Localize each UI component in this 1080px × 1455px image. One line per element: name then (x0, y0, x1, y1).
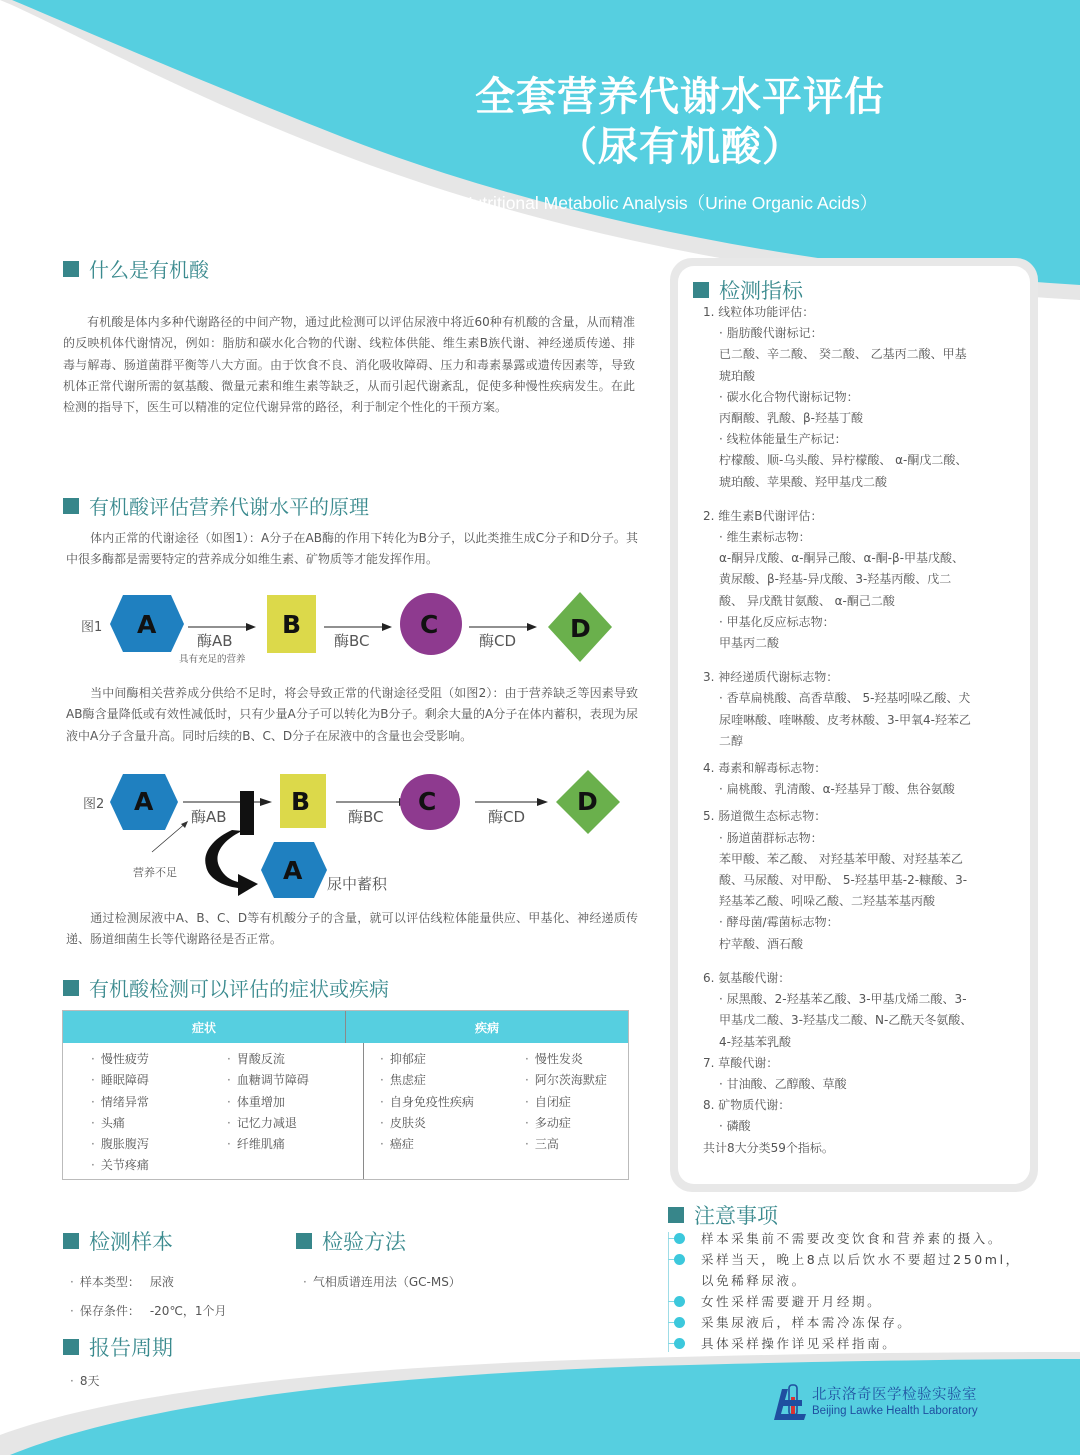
heading-text: 检测指标 (719, 279, 803, 303)
node-c: C (418, 787, 437, 816)
note-item (668, 1333, 1068, 1354)
indicator-values: 柠苹酸、酒石酸 (719, 936, 804, 951)
note-item (668, 1270, 1068, 1291)
indicator-subcategory: · 酵母菌/霉菌标志物： (719, 915, 839, 930)
section-heading-notes (668, 1200, 778, 1230)
list-item: · 关节疼痛 (91, 1158, 149, 1173)
list-item: · 自闭症 (525, 1094, 571, 1109)
list-item: · 多动症 (525, 1115, 571, 1130)
indicator-values: 4-羟基苯乳酸 (719, 1034, 791, 1049)
enzyme-ab-label: 酶AB (191, 808, 227, 826)
accumulated-node-a: A (283, 856, 303, 885)
indicator-subcategory: · 甘油酸、乙醇酸、草酸 (719, 1076, 847, 1091)
list-item: · 阿尔茨海默症 (525, 1073, 607, 1088)
heading-text: 有机酸评估营养代谢水平的原理 (89, 495, 369, 519)
indicator-category: 2. 维生素B代谢评估： (703, 508, 823, 523)
column-header-diseases: 疾病 (474, 1020, 499, 1035)
indicator-subcategory: · 脂肪酸代谢标记： (719, 326, 823, 341)
lab-name-en: Beijing Lawke Health Laboratory (812, 1404, 978, 1417)
enzyme-ab-label: 酶AB (197, 632, 233, 650)
indicator-values: 甲基丙二酸 (719, 636, 780, 651)
title-line-1: 全套营养代谢水平评估 (475, 74, 885, 120)
method-value: · 气相质谱连用法（GC-MS） (303, 1275, 461, 1289)
heading-square-icon (63, 1339, 79, 1355)
principle-paragraph-1 (66, 528, 638, 571)
conditions-table (62, 1010, 629, 1180)
heading-text: 什么是有机酸 (89, 258, 209, 282)
indicator-subcategory: · 磷酸 (719, 1119, 751, 1134)
indicator-values: 琥珀酸 (719, 368, 756, 383)
node-a: A (137, 610, 157, 639)
bullet-dot-icon (674, 1254, 685, 1265)
section-heading-report (63, 1332, 173, 1362)
enzyme-cd-label: 酶CD (479, 632, 517, 650)
what-is-paragraph (63, 312, 635, 418)
spacer (703, 654, 1023, 667)
indicator-category: 8. 矿物质代谢： (703, 1098, 791, 1113)
bullet-dot-icon (674, 1317, 685, 1328)
note-text: 女性采样需要避开月经期。 (701, 1294, 883, 1309)
indicator-values: 已二酸、辛二酸、 癸二酸、 乙基丙二酸、甲基 (719, 347, 967, 362)
enzyme-bc-label: 酶BC (348, 808, 384, 826)
spacer (703, 493, 1023, 506)
title-line-2: （尿有机酸） (557, 124, 803, 170)
indicator-category: 6. 氨基酸代谢： (703, 970, 791, 985)
node-a: A (134, 787, 154, 816)
indicator-values: 酸、马尿酸、对甲酚、 5-羟基甲基-2-糠酸、3- (719, 873, 968, 888)
bullet-dot-icon (674, 1296, 685, 1307)
heading-text: 检测样本 (89, 1230, 173, 1254)
note-item (668, 1291, 1068, 1312)
enzyme-bc-label: 酶BC (334, 632, 370, 650)
list-item: · 纤维肌痛 (227, 1137, 285, 1152)
spacer (703, 955, 1023, 968)
section-heading-sample (63, 1226, 173, 1256)
indicator-category: 共计8大分类59个指标。 (703, 1140, 834, 1155)
figure-2-diagram (62, 770, 642, 900)
indicator-values: 丙酮酸、乳酸、β-羟基丁酸 (719, 411, 863, 426)
heading-text: 报告周期 (89, 1336, 173, 1360)
list-item: · 三高 (525, 1137, 559, 1152)
indicator-category: 5. 肠道微生态标志物： (703, 809, 827, 824)
indicator-values: 二醇 (719, 733, 744, 748)
indicator-category: 7. 草酸代谢： (703, 1055, 779, 1070)
bullet-dot-icon (674, 1338, 685, 1349)
urine-accumulation-label: 尿中蓄积 (327, 875, 388, 893)
sample-type: · 样本类型： 尿液 (70, 1275, 174, 1289)
list-item: · 血糖调节障碍 (227, 1073, 309, 1088)
list-item: · 皮肤炎 (380, 1115, 426, 1130)
heading-square-icon (668, 1207, 684, 1223)
heading-text: 有机酸检测可以评估的症状或疾病 (89, 977, 389, 1001)
section-heading-method (296, 1226, 406, 1256)
section-heading-principle (63, 491, 369, 520)
page-title (440, 72, 920, 172)
node-d: D (570, 614, 591, 643)
list-item: · 慢性疲劳 (91, 1052, 149, 1066)
note-text: 具体采样操作详见采样指南。 (701, 1336, 898, 1351)
indicator-values: 甲基戊二酸、3-羟基戊二酸、N-乙酰天冬氨酸、 (719, 1013, 973, 1028)
figure-2-label: 图2 (83, 797, 105, 812)
indicator-values: 柠檬酸、顺-乌头酸、异柠檬酸、 α-酮戊二酸、 (719, 453, 968, 468)
indicators-list (703, 302, 1023, 1159)
node-b: B (291, 787, 311, 816)
diseases-list-left (380, 1049, 525, 1179)
indicator-values: 苯甲酸、苯乙酸、 对羟基苯甲酸、对羟基苯乙 (719, 851, 963, 866)
principle-paragraph-3 (66, 908, 638, 951)
indicator-subcategory: · 维生素标志物： (719, 530, 811, 545)
indicator-values: 黄尿酸、β-羟基-异戊酸、3-羟基丙酸、戊二 (719, 572, 952, 587)
list-item: · 睡眠障碍 (91, 1073, 149, 1088)
list-item: · 情绪异常 (91, 1094, 149, 1109)
note-text: 采集尿液后，样本需冷冻保存。 (701, 1315, 913, 1330)
heading-square-icon (693, 282, 709, 298)
indicator-subcategory: · 扁桃酸、乳清酸、α-羟基异丁酸、焦谷氨酸 (719, 782, 955, 797)
paragraph-text: 有机酸是体内多种代谢路径的中间产物，通过此检测可以评估尿液中将近60种有机酸的含量，从而精准的反映机体代谢情况，例如：脂肪和碳水化合物的代谢、线粒体供能、维生素B族代谢、神经递质传递、排毒与解毒、肠道菌群平衡等八大方面。由于饮食不良、消化吸收障碍、压力和毒素暴露或遗传因素等，导致机体正常代谢所需的氨基酸、微量元素和维生素等缺乏，从而引起代谢紊乱，促使多种慢性疾病发生。在此检测的指导下，医生可以精准的定位代谢异常的路径，利于制定个性化的干预方案。 (63, 315, 635, 415)
list-item: · 慢性发炎 (525, 1052, 583, 1066)
page-subtitle-en: Nutritional Metabolic Analysis（Urine Organic Acids） (460, 193, 878, 213)
paragraph-text: 通过检测尿液中A、B、C、D等有机酸分子的含量，就可以评估线粒体能量供应、甲基化、神经递质传递、肠道细菌生长等代谢路径是否正常。 (66, 911, 638, 947)
note-item (668, 1228, 1068, 1249)
indicator-category: 4. 毒素和解毒标志物： (703, 761, 827, 776)
indicator-subcategory: · 肠道菌群标志物： (719, 830, 823, 845)
column-header-symptoms: 症状 (63, 1011, 346, 1043)
indicator-category: 3. 神经递质代谢标志物： (703, 670, 839, 685)
list-item: · 抑郁症 (380, 1052, 426, 1066)
table-body (63, 1043, 628, 1179)
paragraph-text: 体内正常的代谢途径（如图1）：A分子在AB酶的作用下转化为B分子，以此类推生成C分子和D分子。其中很多酶都是需要特定的营养成分如维生素、矿物质等才能发挥作用。 (66, 531, 638, 567)
section-heading-conditions (63, 973, 389, 1002)
notes-list (668, 1228, 1068, 1354)
heading-text: 注意事项 (694, 1204, 778, 1228)
paragraph-text: 当中间酶相关营养成分供给不足时，将会导致正常的代谢途径受阻（如图2）：由于营养缺乏等因素导致AB酶含量降低或有效性减低时，只有少量A分子可以转化为B分子。剩余大量的A分子在体内蓄积，表现为尿液中A分子含量升高。同时后续的B、C、D分子在尿液中的含量也会受影响。 (66, 686, 638, 743)
indicator-subcategory: · 尿黑酸、2-羟基苯乙酸、3-甲基戊烯二酸、3- (719, 992, 967, 1007)
enzyme-cd-label: 酶CD (488, 808, 526, 826)
list-item: · 胃酸反流 (227, 1052, 285, 1066)
indicator-values: 酸、 异戊酰甘氨酸、 α-酮己二酸 (719, 593, 895, 608)
list-item: · 癌症 (380, 1137, 414, 1152)
lab-logo-icon (768, 1383, 808, 1421)
sufficient-nutrition-note: 具有充足的营养 (179, 654, 246, 665)
symptoms-column (63, 1043, 364, 1179)
list-item: · 腹胀腹泻 (91, 1137, 149, 1152)
heading-text: 检验方法 (322, 1230, 406, 1254)
list-item: · 焦虑症 (380, 1073, 426, 1088)
list-item: · 体重增加 (227, 1094, 285, 1109)
indicator-category: 1. 线粒体功能评估： (703, 305, 815, 319)
note-text: 样本采集前不需要改变饮食和营养素的摄入。 (701, 1231, 1004, 1246)
note-text: 以免稀释尿液。 (701, 1273, 807, 1288)
heading-square-icon (296, 1233, 312, 1249)
lab-name-cn: 北京洛奇医学检验实验室 (812, 1386, 977, 1403)
indicator-values: 尿喹啉酸、喹啉酸、皮考林酸、3-甲氧4-羟苯乙 (719, 712, 971, 727)
indicator-subcategory: · 香草扁桃酸、高香草酸、 5-羟基吲哚乙酸、犬 (719, 691, 971, 706)
heading-square-icon (63, 980, 79, 996)
diseases-column (364, 1043, 670, 1179)
note-item (668, 1312, 1068, 1333)
report-period: · 8天 (70, 1374, 100, 1388)
figure-1-label: 图1 (81, 620, 103, 635)
indicator-subcategory: · 甲基化反应标志物： (719, 614, 835, 629)
nutrition-shortage-note: 营养不足 (133, 866, 177, 879)
indicator-values: 琥珀酸、苹果酸、羟甲基戊二酸 (719, 474, 888, 489)
heading-square-icon (63, 261, 79, 277)
table-header (63, 1011, 628, 1043)
note-item (668, 1249, 1068, 1270)
principle-paragraph-2 (66, 683, 638, 747)
node-d: D (577, 787, 598, 816)
section-heading-indicators (693, 275, 803, 305)
note-text: 采样当天，晚上8点以后饮水不要超过250ml， (701, 1252, 1021, 1267)
list-item: · 头痛 (91, 1115, 125, 1130)
indicator-subcategory: · 线粒体能量生产标记： (719, 432, 847, 447)
storage-condition: · 保存条件： -20℃，1个月 (70, 1304, 227, 1318)
figure-1-diagram (62, 590, 642, 670)
symptoms-list-left (91, 1049, 227, 1179)
node-c: C (420, 610, 439, 639)
bullet-dot-icon (674, 1233, 685, 1244)
list-item: · 自身免疫性疾病 (380, 1094, 474, 1109)
section-heading-what-is (63, 254, 209, 283)
diseases-list-right (525, 1049, 670, 1179)
heading-square-icon (63, 1233, 79, 1249)
lab-logo (768, 1383, 978, 1421)
node-b: B (282, 610, 302, 639)
symptoms-list-right (227, 1049, 363, 1179)
indicator-values: 羟基苯乙酸、吲哚乙酸、二羟基苯基丙酸 (719, 894, 936, 909)
list-item: · 记忆力减退 (227, 1115, 297, 1130)
indicator-values: α-酮异戊酸、α-酮异己酸、α-酮-β-甲基戊酸、 (719, 551, 965, 566)
heading-square-icon (63, 498, 79, 514)
indicator-subcategory: · 碳水化合物代谢标记物： (719, 389, 859, 404)
